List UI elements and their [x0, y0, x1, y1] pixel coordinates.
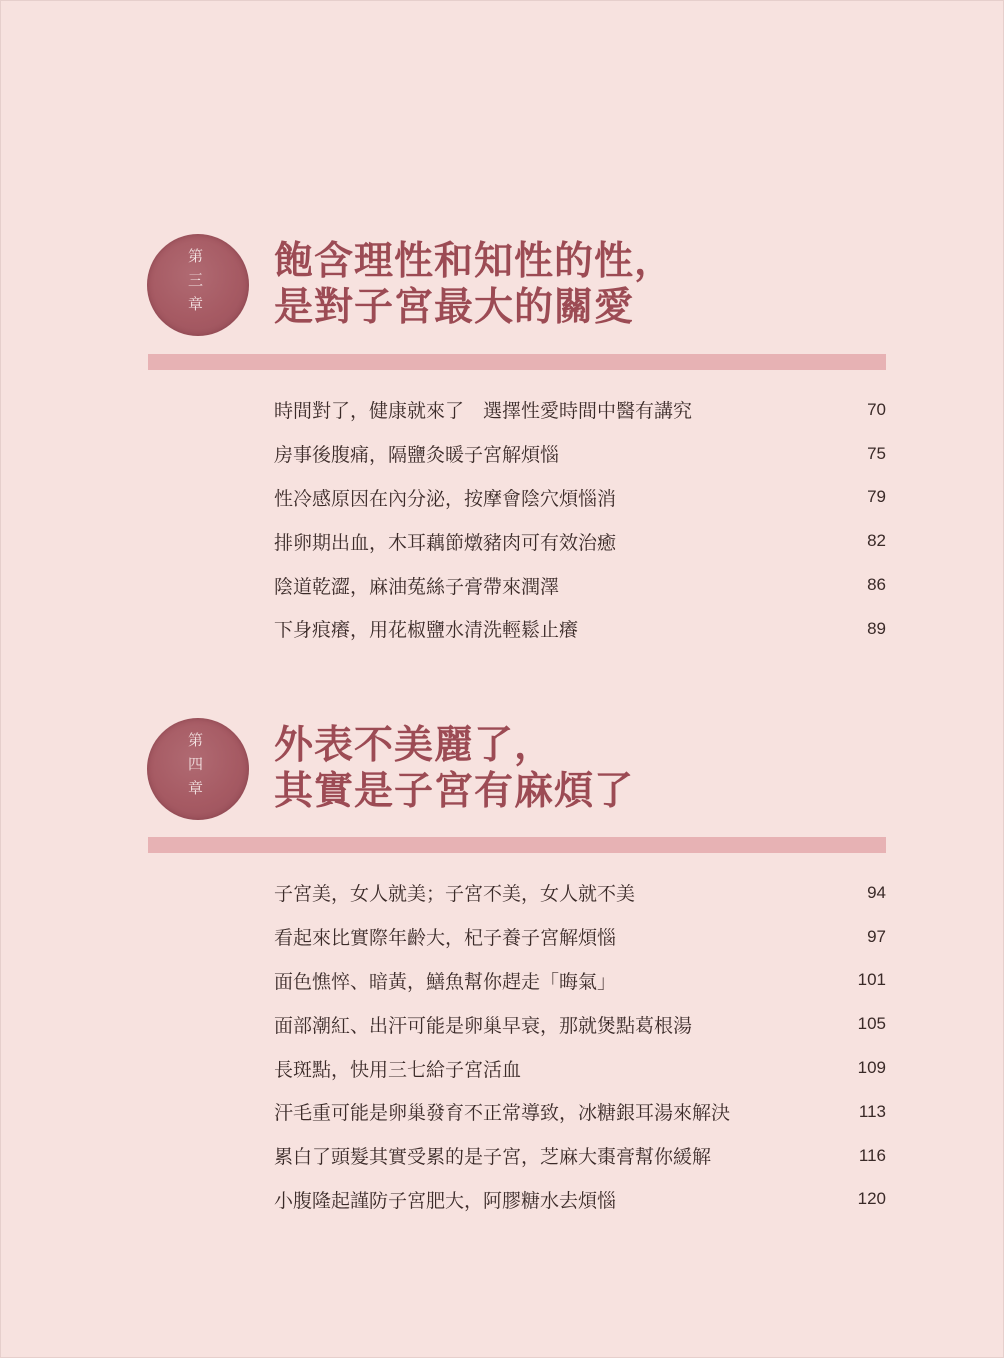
- toc-entry-title: 子宮美，女人就美；子宮不美，女人就不美: [274, 883, 636, 906]
- toc-entry-page: 105: [857, 1014, 886, 1034]
- toc-entry-page: 70: [867, 399, 886, 419]
- toc-entry[interactable]: [274, 432, 886, 476]
- toc-entry[interactable]: [274, 915, 886, 959]
- toc-entry-title: 累白了頭髮其實受累的是子宮，芝麻大棗膏幫你緩解: [274, 1146, 712, 1169]
- toc-entry-title: 小腹隆起謹防子宮肥大，阿膠糖水去煩惱: [274, 1189, 617, 1212]
- toc-entry-title: 房事後腹痛，隔鹽灸暖子宮解煩惱: [274, 444, 560, 467]
- chapter-title-line-2: 其實是子宮有麻煩了: [274, 768, 635, 814]
- toc-entry-page: 94: [867, 882, 886, 902]
- chapter-badge: [147, 718, 249, 820]
- chapter-title: [274, 238, 674, 330]
- toc-entry[interactable]: [274, 871, 886, 915]
- toc-entry-title: 陰道乾澀，麻油菟絲子膏帶來潤澤: [274, 575, 560, 598]
- chapter-badge-label: 第三章: [186, 248, 204, 320]
- toc-entry[interactable]: [274, 1046, 886, 1090]
- toc-entry-title: 下身痕癢，用花椒鹽水清洗輕鬆止癢: [274, 619, 579, 642]
- toc-entry[interactable]: [274, 959, 886, 1003]
- chapter-title-line-1: 外表不美麗了，: [274, 722, 555, 768]
- toc-entry[interactable]: [274, 1002, 886, 1046]
- toc-entry[interactable]: [274, 519, 886, 563]
- chapter-divider-bar: [148, 837, 886, 853]
- chapter-title-line-2: 是對子宮最大的關愛: [274, 284, 635, 330]
- toc-entry-page: 89: [867, 618, 886, 638]
- toc-entry[interactable]: [274, 1090, 886, 1134]
- toc-entry-title: 長斑點，快用三七給子宮活血: [274, 1058, 522, 1081]
- toc-entry-title: 時間對了，健康就來了 選擇性愛時間中醫有講究: [274, 400, 693, 423]
- toc-entry-page: 79: [867, 487, 886, 507]
- toc-entry-page: 86: [867, 575, 886, 595]
- toc-entry-page: 82: [867, 531, 886, 551]
- toc-entry[interactable]: [274, 388, 886, 432]
- toc-entry-page: 120: [857, 1189, 886, 1209]
- toc-entry-title: 排卵期出血，木耳藕節燉豬肉可有效治癒: [274, 531, 617, 554]
- toc-entry[interactable]: [274, 607, 886, 651]
- toc-entry-title: 性冷感原因在內分泌，按摩會陰穴煩惱消: [274, 487, 617, 510]
- toc-entry-page: 101: [857, 970, 886, 990]
- toc-entry-page: 116: [858, 1145, 886, 1165]
- toc-entry[interactable]: [274, 563, 886, 607]
- toc-entry-page: 75: [867, 443, 886, 463]
- chapter-badge-label: 第四章: [186, 732, 204, 804]
- toc-entry-title: 面部潮紅、出汗可能是卵巢早衰，那就煲點葛根湯: [274, 1014, 693, 1037]
- toc-entry-page: 113: [858, 1101, 886, 1121]
- toc-entry-page: 109: [857, 1058, 886, 1078]
- chapter-badge: [147, 234, 249, 336]
- toc-entry[interactable]: [274, 476, 886, 520]
- toc-entry[interactable]: [274, 1178, 886, 1222]
- toc-list: [274, 871, 886, 1221]
- toc-entry-title: 面色憔悴、暗黃，鱔魚幫你趕走「晦氣」: [274, 970, 617, 993]
- chapter-divider-bar: [148, 354, 886, 370]
- chapter-title-line-1: 飽含理性和知性的性，: [274, 238, 675, 284]
- toc-entry-title: 汗毛重可能是卵巢發育不正常導致，冰糖銀耳湯來解決: [274, 1102, 731, 1125]
- toc-entry[interactable]: [274, 1134, 886, 1178]
- toc-entry-title: 看起來比實際年齡大，杞子養子宮解煩惱: [274, 927, 617, 950]
- toc-entry-page: 97: [867, 926, 886, 946]
- toc-list: [274, 388, 886, 651]
- chapter-title: [274, 722, 634, 814]
